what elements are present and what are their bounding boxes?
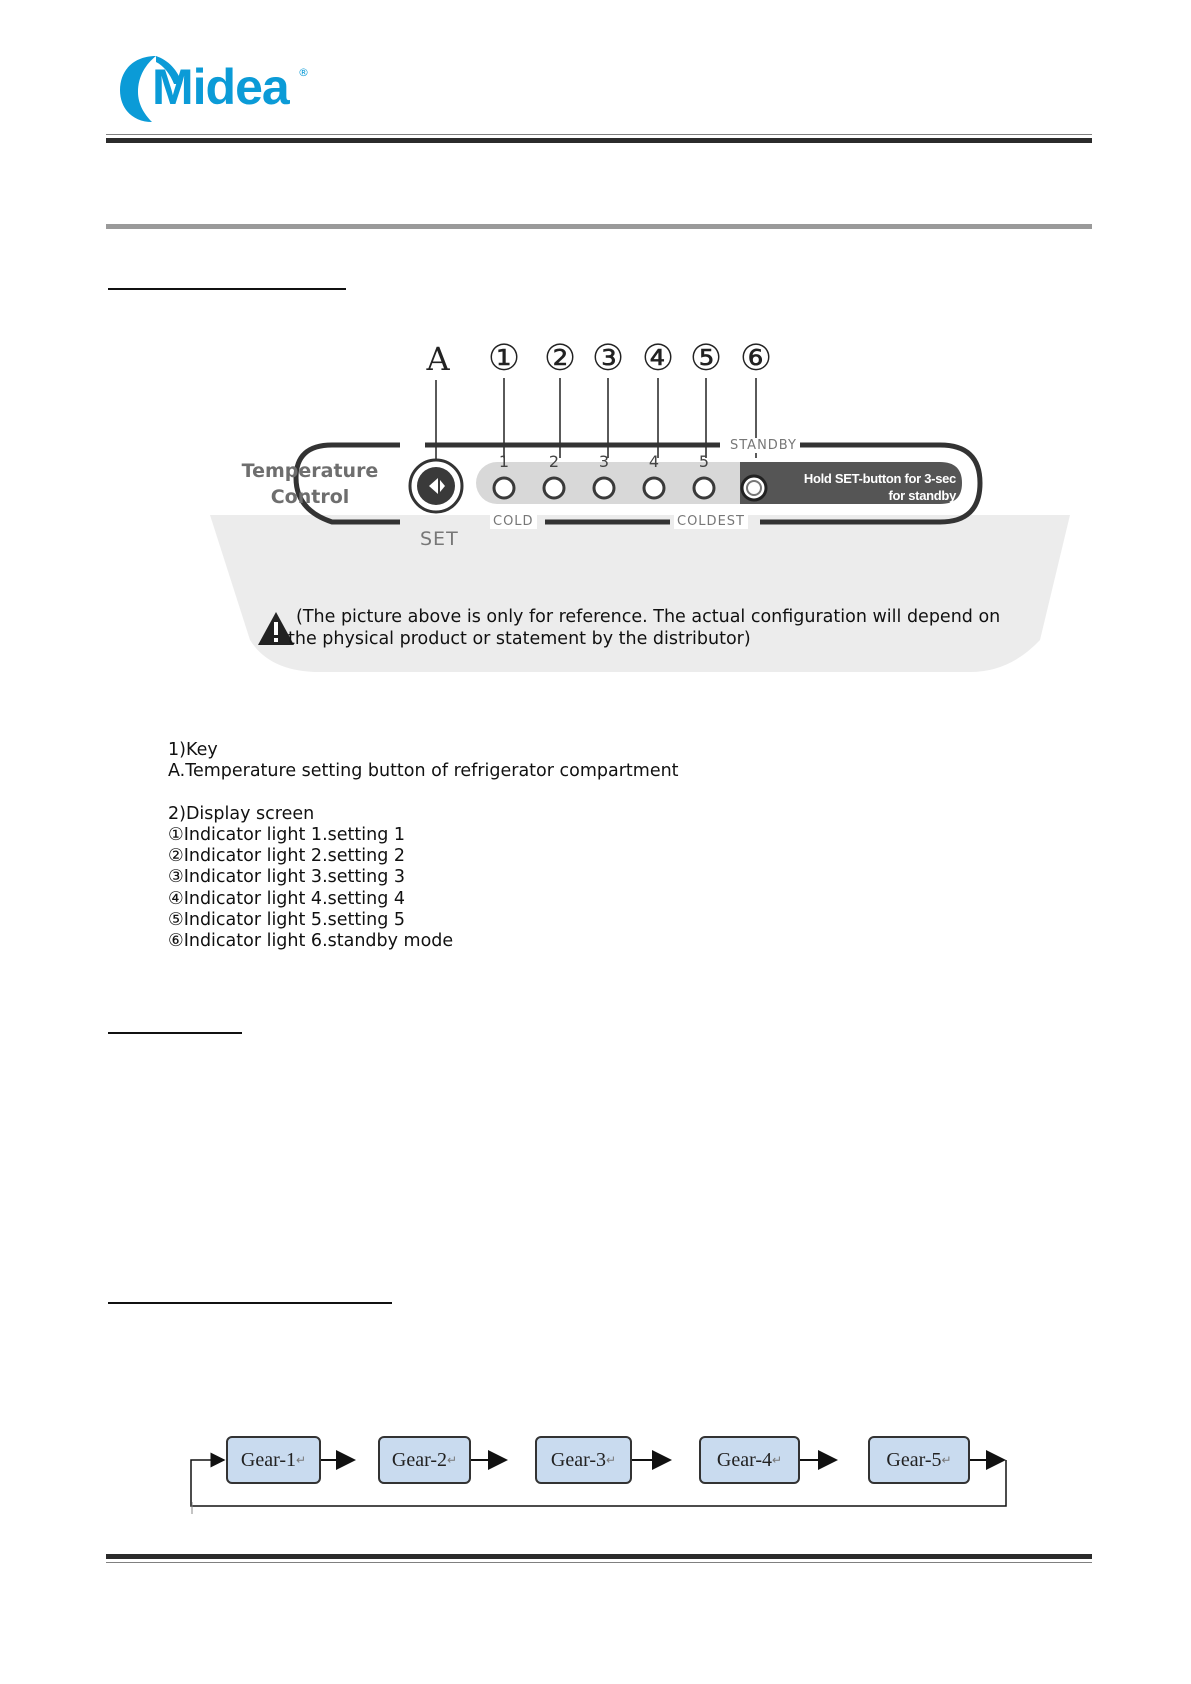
reference-note-line1: (The picture above is only for reference. The actual configuration will depend on bbox=[296, 607, 1001, 627]
return-loop bbox=[191, 1460, 1006, 1506]
return-mark: ↵ bbox=[941, 1452, 952, 1467]
key-a-description: A.Temperature setting button of refrigerator compartment bbox=[168, 761, 679, 782]
section-heading-underline-2 bbox=[108, 1032, 242, 1034]
callout-number-3: ③ bbox=[591, 338, 625, 379]
indicator-6: ⑥Indicator light 6.standby mode bbox=[168, 931, 454, 952]
led-number-2: 2 bbox=[548, 452, 560, 471]
gear-4-label: Gear-4 bbox=[716, 1448, 773, 1471]
callout-number-1: ① bbox=[487, 338, 521, 379]
footer-rule bbox=[106, 1554, 1092, 1559]
footer-rule-thin bbox=[106, 1562, 1092, 1563]
logo-registered-mark: ® bbox=[298, 66, 309, 79]
logo-text: Midea bbox=[152, 59, 289, 115]
hold-instruction-line2: for standby bbox=[888, 488, 956, 503]
gear-1-label: Gear-1 bbox=[240, 1448, 297, 1471]
hold-instruction bbox=[760, 470, 956, 504]
led-number-3: 3 bbox=[598, 452, 610, 471]
panel-title-line1: Temperature bbox=[241, 460, 379, 482]
header-rule-thin bbox=[106, 134, 1092, 135]
gear-flow-connectors bbox=[180, 1430, 1020, 1520]
panel-title bbox=[240, 458, 380, 510]
set-label: SET bbox=[420, 528, 459, 550]
set-button[interactable] bbox=[410, 460, 462, 512]
callout-number-6: ⑥ bbox=[739, 338, 773, 379]
section-heading-underline-3 bbox=[108, 1302, 392, 1304]
callout-number-4: ④ bbox=[641, 338, 675, 379]
indicator-4: ④Indicator light 4.setting 4 bbox=[168, 888, 405, 909]
logo bbox=[116, 48, 316, 128]
return-mark: ↵ bbox=[447, 1452, 458, 1467]
led-number-4: 4 bbox=[648, 452, 660, 471]
standby-label: STANDBY bbox=[727, 438, 800, 453]
panel-title-line2: Control bbox=[270, 486, 350, 508]
key-description bbox=[168, 740, 968, 953]
display-heading: 2)Display screen bbox=[168, 803, 315, 824]
return-mark: ↵ bbox=[296, 1452, 307, 1467]
indicator-5: ⑤Indicator light 5.setting 5 bbox=[168, 910, 405, 931]
cold-label: COLD bbox=[490, 514, 537, 529]
gear-2-label: Gear-2 bbox=[391, 1448, 448, 1471]
header-rule bbox=[106, 138, 1092, 143]
return-mark: ↵ bbox=[606, 1452, 617, 1467]
indicator-3: ③Indicator light 3.setting 3 bbox=[168, 867, 405, 888]
section-heading-underline-1 bbox=[108, 288, 346, 290]
section-divider bbox=[106, 224, 1092, 229]
key-heading: 1)Key bbox=[168, 740, 218, 760]
led-number-1: 1 bbox=[498, 452, 510, 471]
callout-number-5: ⑤ bbox=[689, 338, 723, 379]
gear-5-label: Gear-5 bbox=[886, 1448, 942, 1471]
coldest-label: COLDEST bbox=[674, 514, 748, 529]
led-number-5: 5 bbox=[698, 452, 710, 471]
hold-instruction-line1: Hold SET-button for 3-sec bbox=[803, 471, 956, 486]
callout-label-a: A bbox=[426, 340, 450, 378]
reference-note-line2: the physical product or statement by the distributor) bbox=[288, 629, 751, 649]
indicator-1: ①Indicator light 1.setting 1 bbox=[168, 824, 405, 845]
return-mark: ↵ bbox=[772, 1452, 783, 1467]
callout-number-2: ② bbox=[543, 338, 577, 379]
gear-3-label: Gear-3 bbox=[550, 1448, 607, 1471]
reference-note bbox=[288, 606, 1048, 650]
indicator-2: ②Indicator light 2.setting 2 bbox=[168, 846, 405, 867]
